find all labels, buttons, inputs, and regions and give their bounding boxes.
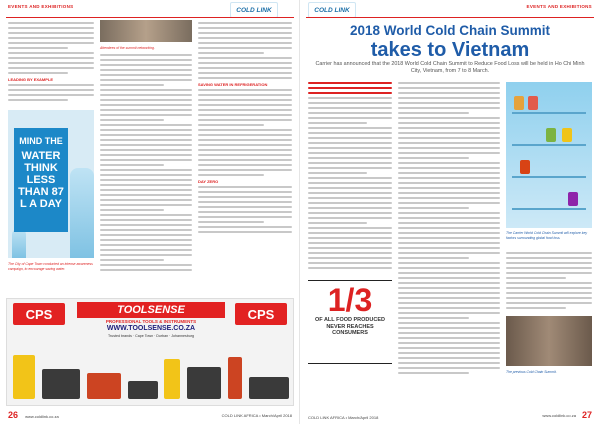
fridge-caption: The Carrier World Cold Chain Summit will explore key factors surrounding global food loss. — [506, 231, 588, 240]
water-banner — [14, 128, 68, 232]
ad-brand: TOOLSENSE — [77, 302, 225, 318]
article-column-1 — [308, 82, 392, 272]
article-title — [308, 22, 592, 61]
header-divider — [306, 17, 594, 18]
ad-tagline: PROFESSIONAL TOOLS & INSTRUMENTS — [105, 319, 197, 324]
cps-logo-right: CPS — [235, 303, 287, 325]
hose-set-icon — [249, 377, 289, 399]
banner-line-2: WATER THINK LESS THAN 87 L A DAY — [18, 150, 64, 210]
title-line-2: takes to Vietnam — [370, 39, 530, 61]
article-column-1 — [8, 22, 94, 104]
magazine-logo: COLD LINK — [230, 2, 278, 18]
vacuum-pump-icon — [87, 373, 121, 399]
water-photo-caption: The City of Cape Town conducted an intense awareness campaign, to encourage saving water. — [8, 262, 93, 271]
banner-line-1: MIND THE — [19, 136, 63, 146]
recovery-unit-icon — [187, 367, 221, 399]
attendees-photo — [100, 20, 192, 42]
leak-detector-icon — [164, 359, 180, 399]
article-column-3 — [506, 252, 592, 312]
title-line-1: 2018 World Cold Chain Summit — [349, 23, 551, 38]
ad-tools-row — [13, 349, 289, 399]
summit-photo — [506, 316, 592, 366]
water-campaign-photo — [8, 110, 94, 258]
attendees-caption: Attendees of the summit networking. — [100, 46, 155, 50]
multimeter-icon — [13, 355, 35, 399]
right-footer — [308, 410, 592, 420]
ad-contact: Trusted brands · Cape Town · Durban · Johannesburg — [107, 334, 195, 338]
page-number: 26 — [8, 410, 19, 420]
header-divider — [6, 17, 294, 18]
footer-site[interactable]: www.coldlink.co.za — [25, 414, 59, 419]
section-heading: LEADING BY EXAMPLE — [8, 77, 54, 82]
clamp-meter-icon — [228, 357, 242, 399]
stat-callout — [308, 280, 392, 364]
subheading-2: DAY ZERO — [198, 179, 219, 184]
footer-issue: COLD LINK AFRICA • March/April 2018 — [221, 413, 292, 418]
footer-site[interactable]: www.coldlink.co.za — [542, 413, 576, 418]
supermarket-fridge-photo — [506, 82, 592, 228]
summit-caption: The previous Cold Chain Summit. — [506, 370, 557, 374]
section-tag: EVENTS AND EXHIBITIONS — [8, 4, 74, 9]
right-page — [300, 0, 600, 424]
subheading-1: SAVING WATER IN REFRIGERATION — [198, 82, 268, 87]
gauge-manifold-icon — [42, 369, 80, 399]
page-number: 27 — [581, 410, 592, 420]
toolsense-advertisement[interactable] — [6, 298, 294, 406]
footer-issue: COLD LINK AFRICA • March/April 2018 — [308, 415, 379, 420]
left-footer — [8, 410, 292, 420]
article-deck: Carrier has announced that the 2018 World Cold Chain Summit to Reduce Food Loss will be held in Ho Chi Minh City, Vietnam, from 7 to 8 March. — [315, 61, 585, 74]
ad-website[interactable]: WWW.TOOLSENSE.CO.ZA — [106, 325, 196, 332]
article-column-2 — [100, 46, 192, 274]
magazine-logo: COLD LINK — [308, 2, 356, 18]
charging-scale-icon — [128, 381, 158, 399]
callout-number: 1/3 — [327, 282, 373, 318]
article-column-3 — [198, 22, 292, 236]
section-tag: EVENTS AND EXHIBITIONS — [526, 4, 592, 9]
article-column-2 — [398, 82, 500, 377]
cps-logo-left: CPS — [13, 303, 65, 325]
callout-text: OF ALL FOOD PRODUCED NEVER REACHES CONSUMERS — [315, 317, 385, 336]
